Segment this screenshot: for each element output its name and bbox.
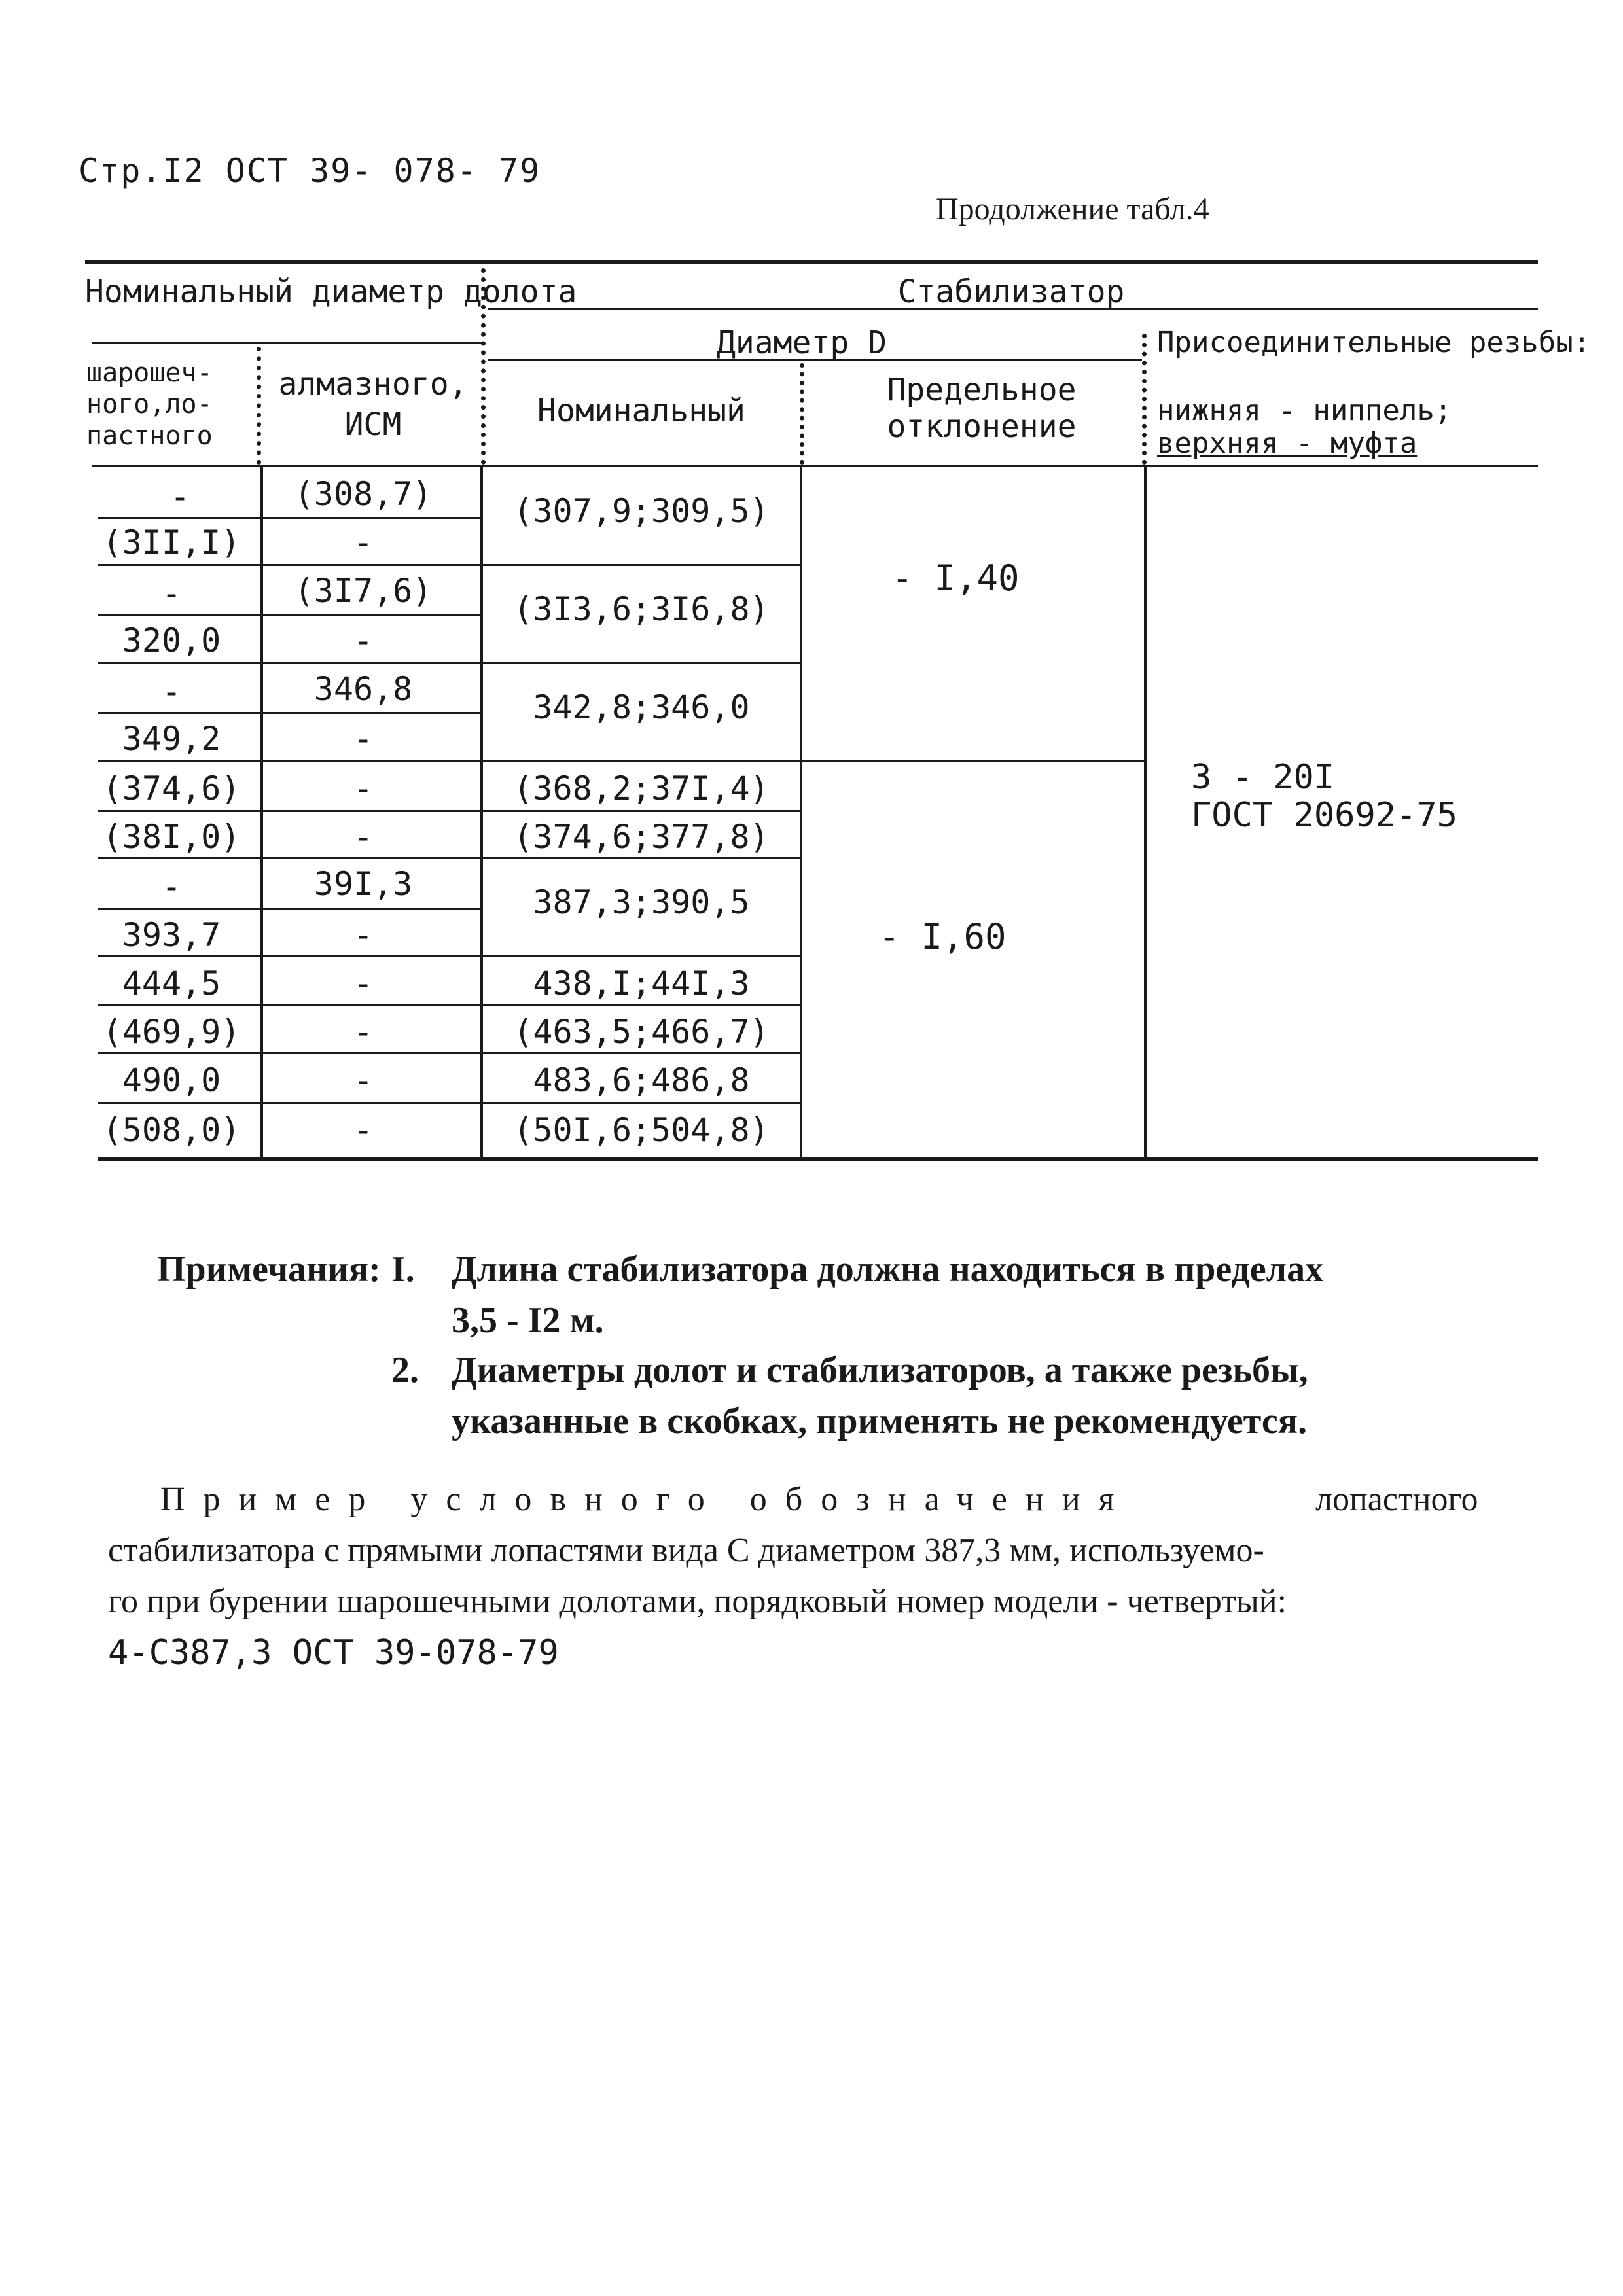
roller-cell: (508,0) xyxy=(102,1111,241,1149)
roller-cell: (3II,I) xyxy=(102,523,241,561)
row-line xyxy=(98,810,801,812)
note-2-line-1: Диаметры долот и стабилизаторов, а также резьбы, xyxy=(452,1350,1308,1390)
header-bit-diameter: Номинальный диаметр долота xyxy=(85,274,577,310)
example-spaced-title: Пример условного обозначения xyxy=(160,1481,1133,1518)
group-separator-deviation xyxy=(802,760,1145,762)
nominal-cell: 342,8;346,0 xyxy=(533,688,750,726)
header-sep-3 xyxy=(800,363,804,465)
example-line-3: го при бурении шарошечными долотами, порядковый номер модели - четвертый: xyxy=(108,1583,1287,1620)
row-line xyxy=(98,564,801,566)
roller-cell: - xyxy=(169,478,190,516)
diamond-cell: - xyxy=(353,964,374,1002)
header-diameter-d: Диаметр D xyxy=(716,325,887,361)
nominal-cell: (374,6;377,8) xyxy=(513,818,770,856)
diamond-cell: - xyxy=(353,1111,374,1149)
thread-standard: ГОСТ 20692-75 xyxy=(1191,796,1457,835)
deviation-cell: - I,60 xyxy=(878,916,1007,957)
header-threads-title: Присоединительные резьбы: xyxy=(1157,326,1591,359)
header-sep-4 xyxy=(1142,334,1147,465)
note-1-number: I. xyxy=(391,1249,415,1290)
body-col-line-2 xyxy=(480,466,483,1158)
roller-cell: (38I,0) xyxy=(102,818,241,856)
header-roller-cone: шарошеч-ного,ло-пастного xyxy=(86,358,213,451)
diamond-cell: (3I7,6) xyxy=(294,572,433,610)
header-diamond-ism: алмазного, ИСМ xyxy=(278,366,468,443)
row-line xyxy=(98,955,801,957)
example-designation: 4-С387,3 ОСТ 39-078-79 xyxy=(108,1633,559,1672)
body-col-line-1 xyxy=(260,466,263,1158)
roller-cell: 349,2 xyxy=(122,720,221,758)
roller-cell: - xyxy=(161,574,182,612)
header-stabilizer: Стабилизатор xyxy=(897,274,1125,310)
example-line-2: стабилизатора с прямыми лопастями вида С диаметром 387,3 мм, используемо- xyxy=(108,1532,1264,1569)
header-threads-lower: нижняя - ниппель; xyxy=(1157,394,1452,427)
roller-cell: 490,0 xyxy=(122,1061,221,1099)
row-line xyxy=(98,614,480,616)
nominal-cell: 483,6;486,8 xyxy=(533,1061,750,1099)
diamond-cell: - xyxy=(353,720,374,758)
note-2-line-2: указанные в скобках, применять не рекомендуется. xyxy=(452,1401,1308,1441)
roller-cell: - xyxy=(161,673,182,711)
row-line xyxy=(98,1004,801,1006)
row-line xyxy=(98,662,801,664)
table-bottom-border xyxy=(98,1157,1538,1161)
diamond-cell: - xyxy=(353,818,374,856)
note-2-number: 2. xyxy=(391,1350,419,1390)
diamond-cell: - xyxy=(353,622,374,660)
row-line xyxy=(98,760,801,762)
header-nominal: Номинальный xyxy=(537,393,745,429)
header-line-bit xyxy=(92,342,484,344)
thread-spec: 3 - 20I xyxy=(1191,758,1335,797)
table-top-border xyxy=(85,260,1538,264)
row-line xyxy=(98,1102,801,1104)
header-sep-2 xyxy=(257,347,261,465)
roller-cell: 393,7 xyxy=(122,916,221,954)
roller-cell: - xyxy=(161,868,182,906)
row-line xyxy=(98,712,480,714)
note-1-line-1: Длина стабилизатора должна находиться в пределах xyxy=(452,1249,1324,1290)
note-1-line-2: 3,5 - I2 м. xyxy=(452,1300,604,1341)
roller-cell: (374,6) xyxy=(102,769,241,807)
row-line xyxy=(98,857,801,859)
header-bottom-border xyxy=(92,465,1538,467)
page-header: Стр.I2 ОСТ 39- 078- 79 xyxy=(79,152,541,190)
row-line xyxy=(98,1052,801,1054)
nominal-cell: (368,2;37I,4) xyxy=(513,769,770,807)
example-line-1-end: лопастного xyxy=(1315,1481,1478,1518)
row-line xyxy=(98,517,480,519)
diamond-cell: - xyxy=(353,1061,374,1099)
diamond-cell: 346,8 xyxy=(313,670,413,708)
roller-cell: (469,9) xyxy=(102,1013,241,1051)
header-limit-deviation: Предельное отклонение xyxy=(887,372,1077,445)
nominal-cell: 438,I;44I,3 xyxy=(533,964,750,1002)
notes-label: Примечания: xyxy=(157,1249,381,1290)
nominal-cell: (3I3,6;3I6,8) xyxy=(513,590,770,628)
body-col-line-4 xyxy=(1144,466,1147,1158)
nominal-cell: (463,5;466,7) xyxy=(513,1013,770,1051)
nominal-cell: 387,3;390,5 xyxy=(533,883,750,921)
deviation-cell: - I,40 xyxy=(891,557,1020,599)
roller-cell: 444,5 xyxy=(122,964,221,1002)
diamond-cell: - xyxy=(353,523,374,561)
diamond-cell: - xyxy=(353,916,374,954)
roller-cell: 320,0 xyxy=(122,622,221,660)
table-continuation-label: Продолжение табл.4 xyxy=(936,192,1209,226)
diamond-cell: - xyxy=(353,1013,374,1051)
diamond-cell: (308,7) xyxy=(294,475,433,513)
body-col-line-3 xyxy=(800,466,802,1158)
row-line xyxy=(98,908,480,910)
diamond-cell: - xyxy=(353,769,374,807)
nominal-cell: (50I,6;504,8) xyxy=(513,1111,770,1149)
diamond-cell: 39I,3 xyxy=(313,865,413,903)
header-threads-upper: верхняя - муфта xyxy=(1157,427,1418,460)
nominal-cell: (307,9;309,5) xyxy=(513,492,770,530)
